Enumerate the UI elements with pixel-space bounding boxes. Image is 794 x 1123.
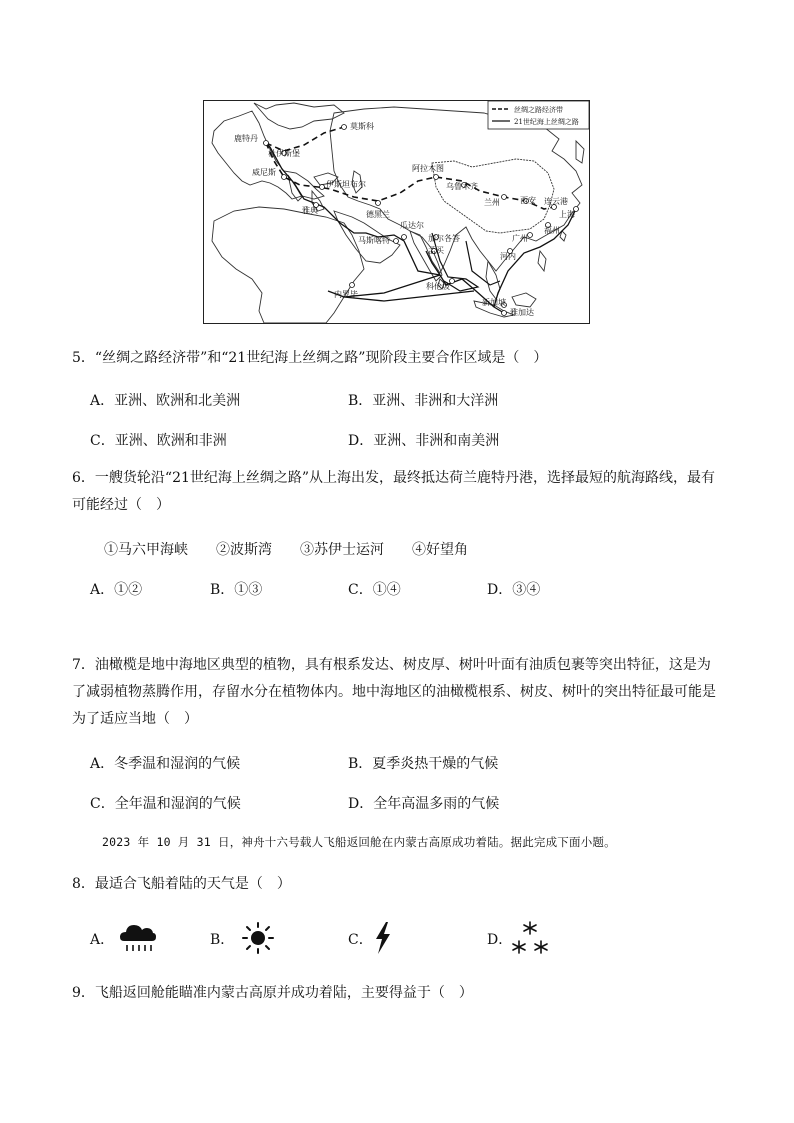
label-athens: 雅典 [302,206,318,215]
land-outlines [212,103,584,323]
label-moscow: 莫斯科 [350,122,374,131]
label-mumbai: 孟买 [428,246,444,255]
label-venice: 威尼斯 [252,168,276,177]
question-8-stem: 8．最适合飞船着陆的天气是（ ） [72,876,291,892]
q8-option-d[interactable]: D． [487,932,513,948]
label-lanzhou: 兰州 [484,198,500,207]
q6-option-d[interactable]: D．③④ [487,582,541,598]
silk-road-map [203,100,590,324]
q6-option-c[interactable]: C．①④ [348,582,401,598]
q8-option-b[interactable]: B． [210,932,235,948]
snow-icon[interactable] [510,921,550,961]
intro-text: 2023 年 10 月 31 日，神舟十六号载人飞船返回舱在内蒙古高原成功着陆。据此完成下面小题。 [102,835,616,849]
label-fuzhou: 福州 [544,226,560,235]
q6-items: ①马六甲海峡 ②波斯湾 ③苏伊士运河 ④好望角 [104,542,468,558]
q5-option-c[interactable]: C．亚洲、欧洲和非洲 [90,433,227,449]
q8-option-a[interactable]: A． [90,932,115,948]
label-kolkata: 加尔各答 [428,234,460,243]
question-5-stem: 5．“丝绸之路经济带”和“21世纪海上丝绸之路”现阶段主要合作区域是（ ） [72,350,548,366]
label-guangzhou: 广州 [512,234,528,243]
q8-option-c[interactable]: C． [348,932,373,948]
question-6-stem: 6．一艘货轮沿“21世纪海上丝绸之路”从上海出发，最终抵达荷兰鹿特丹港，选择最短的航海路线，最有可能经过（ ） [72,470,716,513]
label-xian: 西安 [520,196,536,205]
q7-option-d[interactable]: D．全年高温多雨的气候 [348,796,500,812]
label-nairobi: 内罗毕 [334,290,358,299]
silk-road-belt-route [266,127,554,209]
label-tehran: 德黑兰 [366,210,390,219]
label-istanbul: 伊斯坦布尔 [326,180,366,189]
question-9-stem: 9．飞船返回舱能瞄准内蒙古高原并成功着陆，主要得益于（ ） [72,985,473,1001]
lightning-icon[interactable] [368,921,398,959]
label-lianyungang: 连云港 [544,197,568,206]
label-rotterdam: 鹿特丹 [234,134,258,143]
sun-icon[interactable] [238,921,278,959]
label-urumqi: 乌鲁木齐 [446,182,478,191]
label-gwadar: 瓜达尔 [400,221,424,230]
label-shanghai: 上海 [559,210,575,219]
q6-option-b[interactable]: B．①③ [210,582,263,598]
q7-option-b[interactable]: B．夏季炎热干燥的气候 [348,756,499,772]
legend-silk-road-belt: 丝绸之路经济带 [514,106,563,114]
rain-cloud-icon[interactable] [118,921,158,959]
label-muscat: 马斯喀特 [358,236,390,245]
q5-option-d[interactable]: D．亚洲、非洲和南美洲 [348,433,500,449]
q7-option-a[interactable]: A．冬季温和湿润的气候 [90,756,241,772]
label-duisburg: 杜伊斯堡 [268,149,300,158]
label-almaty: 阿拉木图 [412,164,444,173]
q6-option-a[interactable]: A．①② [90,582,143,598]
q7-option-c[interactable]: C．全年温和湿润的气候 [90,796,241,812]
label-hanoi: 河内 [500,252,516,261]
city-dots [264,125,579,316]
label-colombo: 科伦坡 [426,282,450,291]
question-7-stem: 7．油橄榄是地中海地区典型的植物，具有根系发达、树皮厚、树叶叶面有油质包裹等突出特征，这是为了减弱植物蒸腾作用，存留水分在植物体内。地中海地区的油橄榄根系、树皮、树叶的突出特征最可能是为了适应当地（ ） [72,657,716,727]
q5-option-a[interactable]: A．亚洲、欧洲和北美洲 [90,393,241,409]
q5-option-b[interactable]: B．亚洲、非洲和大洋洲 [348,393,499,409]
label-jakarta: 雅加达 [510,308,534,317]
legend-maritime-road: 21世纪海上丝绸之路 [514,118,579,126]
label-singapore: 新加坡 [482,298,506,307]
